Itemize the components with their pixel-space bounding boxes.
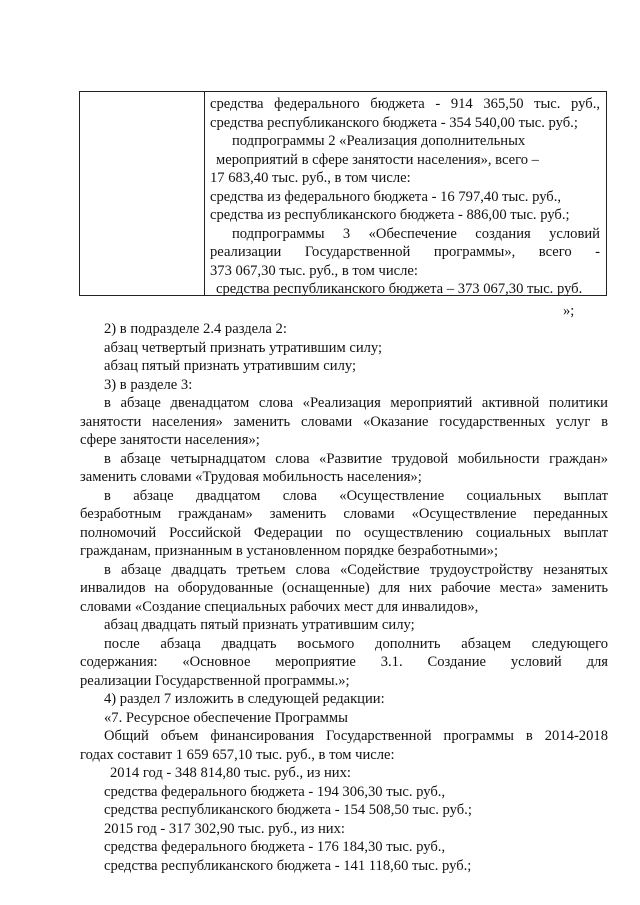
body-line: в абзаце двенадцатом слова «Реализация мероприятий активной политики [104,395,608,411]
body-line: полномочий Российской Федерации по осуществлению социальных выплат [80,524,608,541]
body-line: гражданам, признанным в установленном порядке безработными»; [80,543,499,559]
body-line: средства республиканского бюджета - 141 118,60 тыс. руб.; [104,857,472,874]
body-line: занятости населения» заменить словами «Оказание государственных услуг в [80,413,608,430]
body-line: Общий объем финансирования Государственной программы в 2014-2018 [104,728,608,744]
body-line: реализации Государственной программы.»; [80,672,350,689]
body-line: 2015 год - 317 302,90 тыс. руб., из них: [104,820,345,837]
table-line: подпрограммы 2 «Реализация дополнительных [232,133,526,149]
body-line: в абзаце двадцать третьем слова «Содействие трудоустройству незанятых [104,561,608,578]
body-line: безработным гражданам» заменить словами «Осуществление переданных [80,506,608,522]
body-line: 4) раздел 7 изложить в следующей редакции: [104,691,385,707]
body-line: абзац пятый признать утратившим силу; [104,358,357,374]
table-line: средства из федерального бюджета - 16 797,40 тыс. руб., [210,188,562,205]
body-line: 2014 год - 348 814,80 тыс. руб., из них: [110,765,351,781]
table-right-cell [205,92,606,295]
table-line: средства из республиканского бюджета - 886,00 тыс. руб.; [210,207,570,223]
body-line: 2) в подразделе 2.4 раздела 2: [104,321,287,337]
table-line: подпрограммы 3 «Обеспечение создания условий [232,225,600,242]
table-line: реализации Государственной программы», всего - [210,244,600,260]
body-line: сфере занятости населения»; [80,432,260,448]
body-line: заменить словами «Трудовая мобильность населения»; [80,469,422,485]
body-line: в абзаце двадцатом слова «Осуществление социальных выплат [104,487,608,504]
table-line: средства республиканского бюджета – 373 067,30 тыс. руб. [216,281,583,297]
table-line: средства федерального бюджета - 914 365,50 тыс. руб., [210,96,600,112]
body-line: инвалидов на оборудованные (оснащенные) для них рабочие места» заменить [80,580,608,596]
body-line: средства федерального бюджета - 194 306,30 тыс. руб., [104,783,446,800]
body-line: «7. Ресурсное обеспечение Программы [104,709,348,726]
table-line: 17 683,40 тыс. руб., в том числе: [210,170,411,186]
closing-quote-mark: »; [563,303,575,319]
table-line: средства республиканского бюджета - 354 540,00 тыс. руб.; [210,114,578,131]
table-line: мероприятий в сфере занятости населения», всего – [216,151,539,168]
body-line: годах составит 1 659 657,10 тыс. руб., в том числе: [80,746,395,763]
body-line: в абзаце четырнадцатом слова «Развитие трудовой мобильности граждан» [104,450,608,467]
funding-table [79,91,607,296]
body-line: после абзаца двадцать восьмого дополнить абзацем следующего [104,635,608,652]
body-line: словами «Создание специальных рабочих мест для инвалидов», [80,598,479,615]
body-line: средства республиканского бюджета - 154 508,50 тыс. руб.; [104,802,472,818]
document-body [80,320,608,875]
body-line: абзац двадцать пятый признать утратившим силу; [104,617,415,633]
body-line: средства федерального бюджета - 176 184,30 тыс. руб., [104,839,446,855]
body-line: 3) в разделе 3: [104,376,193,393]
table-left-cell [80,92,205,295]
table-line: 373 067,30 тыс. руб., в том числе: [210,262,418,279]
body-line: содержания: «Основное мероприятие 3.1. Создание условий для [80,654,608,670]
body-line: абзац четвертый признать утратившим силу; [104,339,383,356]
